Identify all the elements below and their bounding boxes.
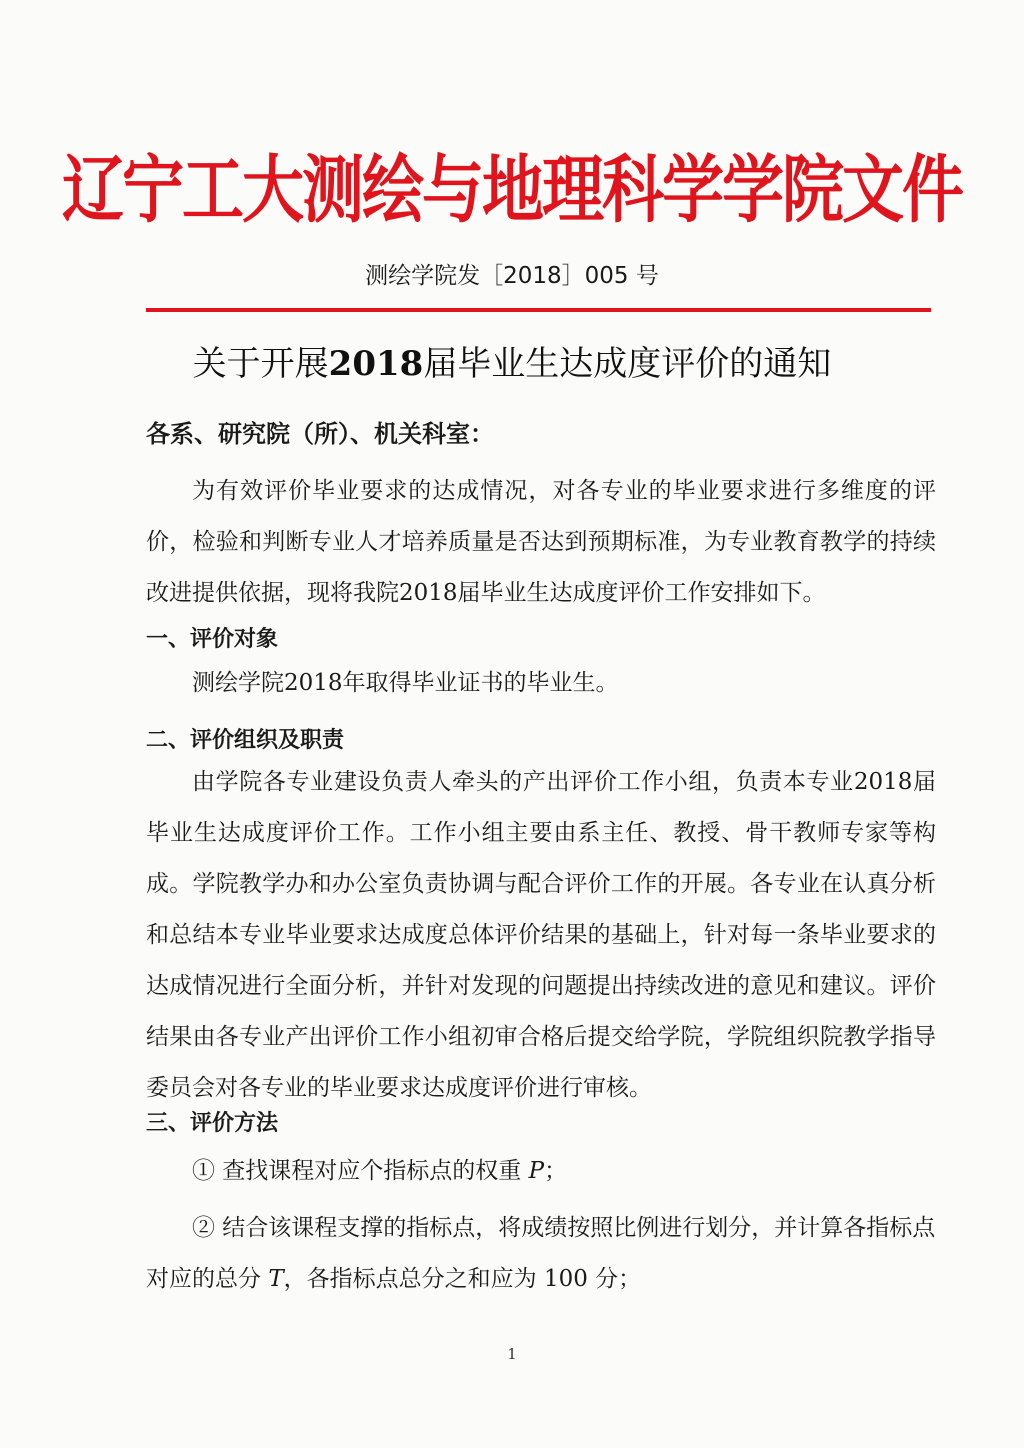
method-item-2-prefix: ② 结合该课程支撑的指标点，将成绩按照比例进行划分，并计算各指标点对应的总分 — [146, 1215, 936, 1292]
method-item-1 — [146, 1146, 936, 1197]
salutation: 各系、研究院（所）、机关科室： — [146, 420, 494, 448]
method-item-2-variable: T — [268, 1266, 284, 1292]
page-number: 1 — [507, 1345, 517, 1363]
notice-title-year: 2018 — [328, 344, 424, 384]
header-divider-line — [146, 308, 931, 312]
section-heading-organization: 二、评价组织及职责 — [146, 728, 345, 753]
notice-title-suffix: 届毕业生达成度评价的通知 — [423, 344, 832, 384]
notice-title-prefix: 关于开展 — [192, 344, 329, 384]
method-item-2-suffix: ，各指标点总分之和应为 100 分； — [283, 1266, 642, 1292]
method-item-2 — [146, 1203, 936, 1305]
method-item-1-suffix: ； — [544, 1158, 568, 1184]
intro-paragraph: 为有效评价毕业要求的达成情况，对各专业的毕业要求进行多维度的评价，检验和判断专业人才培养质量是否达到预期标准，为专业教育教学的持续改进提供依据，现将我院2018届毕业生达成度评价工作安排如下。 — [146, 478, 936, 606]
document-number: 测绘学院发［2018］005 号 — [365, 263, 659, 289]
section-text-organization: 由学院各专业建设负责人牵头的产出评价工作小组，负责本专业2018届毕业生达成度评价工作。工作小组主要由系主任、教授、骨干教师专家等构成。学院教学办和办公室负责协调与配合评价工作的开展。各专业在认真分析和总结本专业毕业要求达成度总体评价结果的基础上，针对每一条毕业要求的达成情况进行全面分析，并针对发现的问题提出持续改进的意见和建议。评价结果由各专业产出评价工作小组初审合格后提交给学院，学院组织院教学指导委员会对各专业的毕业要求达成度评价进行审核。 — [146, 769, 936, 1101]
section-heading-evaluation-target: 一、评价对象 — [146, 627, 279, 652]
method-item-1-prefix: ① 查找课程对应个指标点的权重 — [192, 1158, 529, 1184]
document-header-title: 辽宁工大测绘与地理科学学院文件 — [61, 146, 962, 233]
notice-title — [0, 336, 1024, 392]
method-item-1-variable: P — [528, 1158, 545, 1184]
section-text-evaluation-target: 测绘学院2018年取得毕业证书的毕业生。 — [192, 670, 619, 696]
section-heading-method: 三、评价方法 — [146, 1111, 279, 1136]
